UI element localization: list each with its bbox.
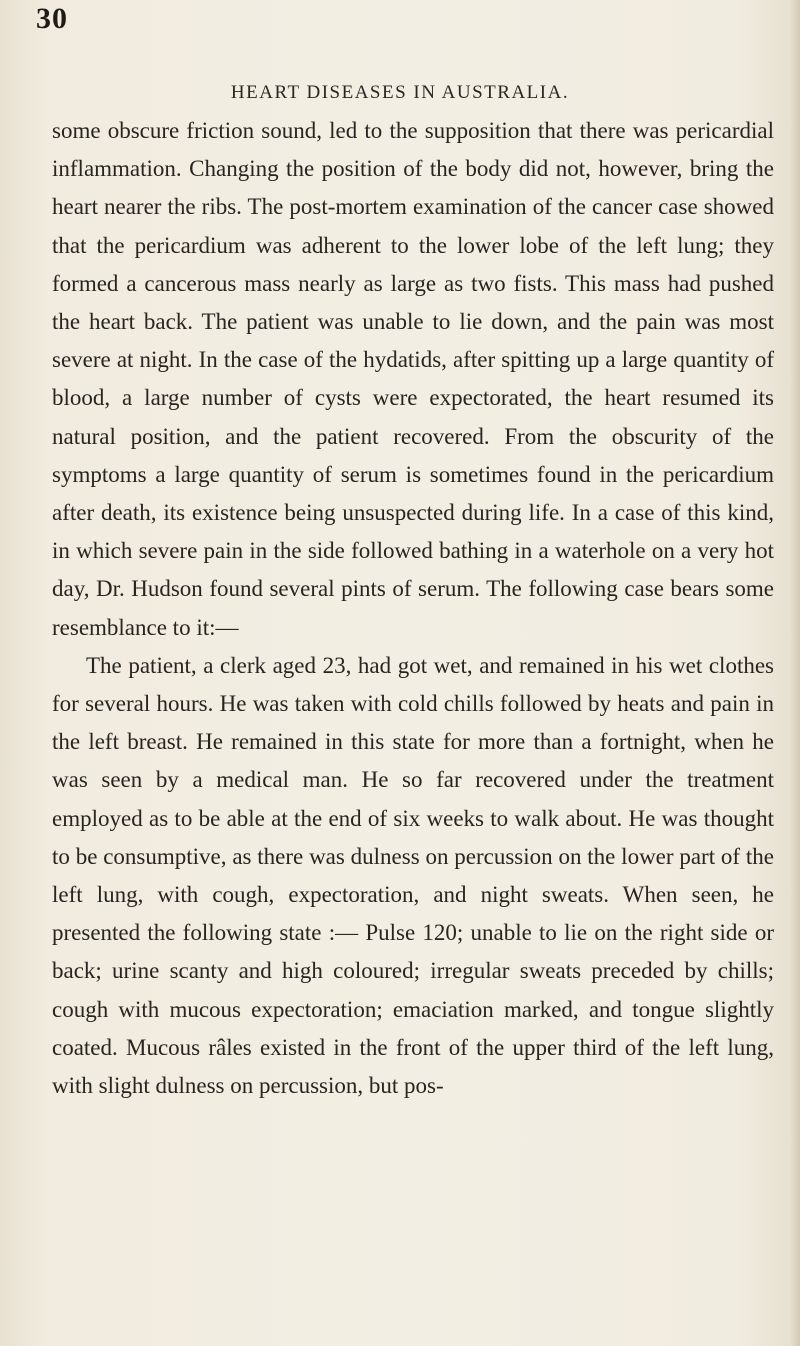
running-title-text: HEART DISEASES IN AUSTRALIA. [230,82,570,103]
paragraph-continuation: some obscure friction sound, led to the supposition that there was pericardial inflammation. Changing the position of the body did not, however, bring the heart nearer the ribs. The post-mortem examination of the cancer case showed that the pericardium was adherent to the lower lobe of the left lung; they formed a cancerous mass nearly as large as two fists. This mass had pushed the heart back. The patient was unable to lie down, and the pain was most severe at night. In the case of the hydatids, after spitting up a large quantity of blood, a large number of cysts were expectorated, the heart resumed its natural position, and the patient recovered. From the obscurity of the symptoms a large quantity of serum is sometimes found in the pericardium after death, its existence being unsuspected during life. In a case of this kind, in which severe pain in the side followed bathing in a waterhole on a very hot day, Dr. Hudson found several pints of serum. The following case bears some resemblance to it:— [52,118,774,640]
body-text [52,112,774,1105]
page-number: 30 [36,2,68,35]
page-edge-shadow [790,0,800,1346]
paragraph-case-report: The patient, a clerk aged 23, had got wet, and remained in his wet clothes for several hours. He was taken with cold chills followed by heats and pain in the left breast. He remained in this state for more than a fortnight, when he was seen by a medical man. He so far recovered under the treatment employed as to be able at the end of six weeks to walk about. He was thought to be consumptive, as there was dulness on percussion on the lower part of the left lung, with cough, expectoration, and night sweats. When seen, he presented the following state :— Pulse 120; unable to lie on the right side or back; urine scanty and high coloured; irregular sweats preceded by chills; cough with mucous expectoration; emaciation marked, and tongue slightly coated. Mucous râles existed in the front of the upper third of the left lung, with slight dulness on percussion, but pos- [52,652,774,1099]
running-title [0,82,800,104]
